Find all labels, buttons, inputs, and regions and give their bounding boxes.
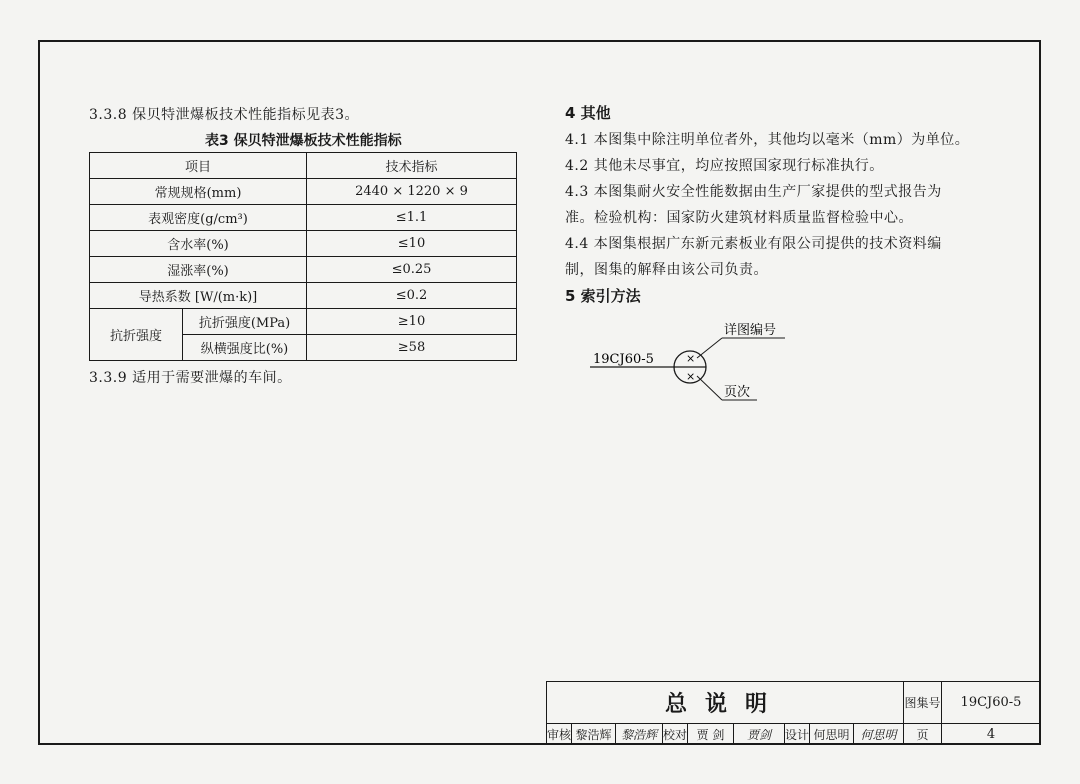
row-value: 2440 × 1220 × 9 [307, 179, 517, 205]
section-5-title: 5 索引方法 [565, 287, 641, 305]
atlas-number-value: 19CJ60-5 [941, 681, 1041, 724]
detail-leader [697, 338, 722, 358]
check-name: 贾 剑 [687, 723, 734, 745]
row-item: 导热系数 [W/(m·k)] [90, 283, 307, 309]
table-row [90, 179, 517, 205]
row-value: ≥10 [307, 309, 517, 335]
detail-number-label: 详图编号 [724, 323, 777, 338]
clause-3-3-8: 3.3.8 保贝特泄爆板技术性能指标见表3。 [89, 107, 359, 123]
title-block [546, 681, 1041, 745]
row-value: ≤1.1 [307, 205, 517, 231]
clause-4-1: 4.1 本图集中除注明单位者外，其他均以毫米（mm）为单位。 [565, 132, 970, 148]
row-item: 湿涨率(%) [90, 257, 307, 283]
page-number-label: 页次 [724, 385, 751, 400]
detail-mark: × [686, 352, 696, 365]
clause-4-2: 4.2 其他未尽事宜，均应按照国家现行标准执行。 [565, 158, 884, 174]
atlas-number-label: 图集号 [903, 681, 942, 724]
clause-4-3-line1: 4.3 本图集耐火安全性能数据由生产厂家提供的型式报告为 [565, 184, 942, 200]
clause-4-4-line1: 4.4 本图集根据广东新元素板业有限公司提供的技术资料编 [565, 236, 942, 252]
table-title: 表3 保贝特泄爆板技术性能指标 [205, 133, 402, 149]
row-value: ≥58 [307, 335, 517, 361]
design-name: 何思明 [809, 723, 854, 745]
header-item: 项目 [90, 153, 307, 179]
page-leader [697, 376, 722, 400]
clause-4-4-line2: 制，图集的解释由该公司负责。 [565, 262, 768, 278]
row-item: 表观密度(g/cm³) [90, 205, 307, 231]
row-item: 常规规格(mm) [90, 179, 307, 205]
design-signature: 何思明 [853, 723, 904, 745]
row-item: 含水率(%) [90, 231, 307, 257]
table-row [90, 309, 517, 335]
table-row [90, 205, 517, 231]
check-label: 校对 [662, 723, 688, 745]
clause-3-3-9: 3.3.9 适用于需要泄爆的车间。 [89, 370, 292, 386]
review-name: 黎浩辉 [571, 723, 616, 745]
index-symbol-diagram [585, 320, 805, 410]
row-item: 纵横强度比(%) [183, 335, 307, 361]
page-mark: × [686, 370, 696, 383]
atlas-code-label: 19CJ60-5 [593, 352, 654, 367]
page-label: 页 [903, 723, 942, 745]
spec-table [89, 152, 517, 361]
row-value: ≤0.25 [307, 257, 517, 283]
table-row [90, 231, 517, 257]
group-label: 抗折强度 [90, 309, 183, 361]
page-number: 4 [941, 723, 1041, 745]
row-value: ≤0.2 [307, 283, 517, 309]
row-value: ≤10 [307, 231, 517, 257]
table-row [90, 283, 517, 309]
check-signature: 贾剑 [733, 723, 785, 745]
review-signature: 黎浩辉 [615, 723, 663, 745]
header-value: 技术指标 [307, 153, 517, 179]
section-4-title: 4 其他 [565, 104, 611, 122]
drawing-title: 总说明 [546, 681, 904, 724]
review-label: 审核 [546, 723, 572, 745]
table-row [90, 257, 517, 283]
clause-4-3-line2: 准。检验机构：国家防火建筑材料质量监督检验中心。 [565, 210, 913, 226]
design-label: 设计 [784, 723, 810, 745]
row-item: 抗折强度(MPa) [183, 309, 307, 335]
table-header-row [90, 153, 517, 179]
